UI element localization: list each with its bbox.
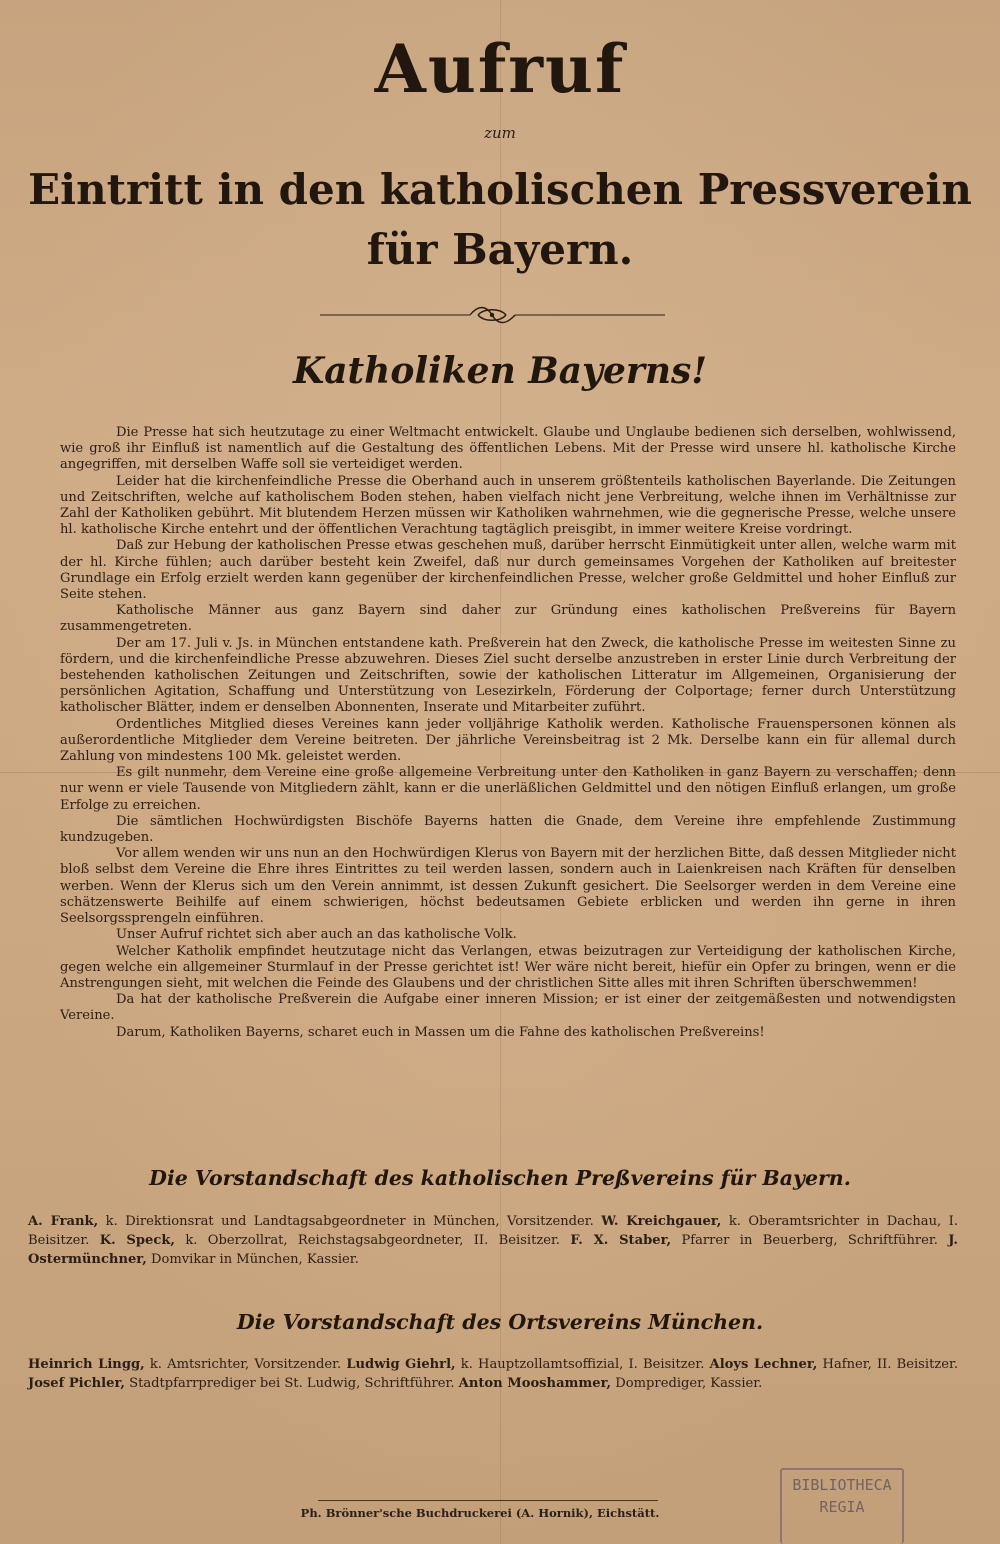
- paragraph: Der am 17. Juli v. Js. in München entstandene kath. Preßverein hat den Zweck, die katholische Presse im weitesten Sinne zu fördern, und die kirchenfeindliche Presse abzuwehren. Dieses Ziel sucht derselbe anzustreben in erster Linie durch Verbreitung der bestehenden katholischen Zeitungen und Zeitschriften, sowie der katholischen Litteratur im Allgemeinen, Organisierung der persönlichen Agitation, Schaffung und Unterstützung von Lesezirkeln, Förderung der Colportage; ferner durch Unterstützung katholischer Blätter, indem er denselben Abonnenten, Inserate und Mitarbeiter zuführt.: [60, 635, 956, 716]
- paragraph: Welcher Katholik empfindet heutzutage nicht das Verlangen, etwas beizutragen zur Verteidigung der katholischen Kirche, gegen welche ein allgemeiner Sturmlauf in der Presse gerichtet ist! Wer wäre nicht bereit, hiefür ein Opfer zu bringen, wenn er die Anstrengungen sieht, mit welchen die Feinde des Glaubens und der christlichen Sitte alles mit ihren Schriften überschwemmen!: [60, 943, 956, 991]
- paragraph: Vor allem wenden wir uns nun an den Hochwürdigen Klerus von Bayern mit der herzlichen Bitte, daß dessen Mitglieder nicht bloß selbst dem Vereine die Ehre ihres Eintrittes zu teil werden lassen, sondern auch in Laienkreisen nach Kräften für denselben werben. Wenn der Klerus sich um den Verein annimmt, ist dessen Zukunft gesichert. Die Seelsorger werden in dem Vereine eine schätzenswerte Beihilfe auf einem schwierigen, höchst bedeutsamen Gebiete erblicken und werden ihn gerne in ihren Seelsorgssprengeln einführen.: [60, 846, 956, 927]
- printer-imprint: Ph. Brönner'sche Buchdruckerei (A. Hornik), Eichstätt.: [300, 1506, 660, 1520]
- member-role: Hafner, II. Beisitzer.: [817, 1357, 958, 1372]
- member-name: W. Kreichgauer,: [601, 1214, 722, 1229]
- stamp-text: REGIA: [819, 1498, 865, 1516]
- member-role: k. Amtsrichter, Vorsitzender.: [144, 1357, 347, 1372]
- member-name: Heinrich Lingg,: [28, 1357, 145, 1372]
- member-name: F. X. Staber,: [570, 1232, 672, 1248]
- stamp-text: BIBLIOTHECA: [792, 1476, 892, 1494]
- subtitle-line: für Bayern.: [366, 225, 634, 274]
- paragraph: Die Presse hat sich heutzutage zu einer Weltmacht entwickelt. Glaube und Unglaube bedienen sich derselben, wohlwissend, wie groß ihr Einfluß ist namentlich auf die Gestaltung des öffentlichen Lebens. Mit der Presse wird unsere hl. katholische Kirche angegriffen, mit derselben Waffe soll sie verteidiget werden.: [60, 425, 956, 473]
- poster-subtitle: [0, 160, 1000, 280]
- paragraph: Ordentliches Mitglied dieses Vereines kann jeder volljährige Katholik werden. Katholische Frauenspersonen können als außerordentliche Mitglieder dem Vereine beitreten. Der jährliche Vereinsbeitrag ist 2 Mk. Derselbe kann ein für allemal durch Zahlung von mindestens 100 Mk. geleistet werden.: [60, 716, 956, 765]
- board-members: [28, 1213, 958, 1269]
- paragraph: Daß zur Hebung der katholischen Presse etwas geschehen muß, darüber herrscht Einmütigkeit unter allen, welche warm mit der hl. Kirche fühlen; auch darüber besteht kein Zweifel, daß nur durch gemeinsames Vorgehen der Katholiken auf breitester Grundlage ein Erfolg erzielt werden kann gegenüber der kirchenfeindlichen Presse, welcher große Geldmittel und hoher Einfluß zur Seite stehen.: [60, 538, 956, 603]
- member-name: J. Ostermünchner,: [28, 1232, 958, 1267]
- member-role: k. Oberamtsrichter in Dachau, I. Beisitzer.: [28, 1214, 958, 1248]
- local-board-members: [28, 1356, 958, 1394]
- member-name: A. Frank,: [28, 1214, 99, 1229]
- appeal-text: [60, 425, 956, 1041]
- library-stamp: [780, 1468, 904, 1544]
- subtitle-line: Eintritt in den katholischen Pressverein: [28, 165, 972, 214]
- paragraph: Es gilt nunmehr, dem Vereine eine große allgemeine Verbreitung unter den Katholiken in ganz Bayern zu verschaffen; denn nur wenn er viele Tausende von Mitgliedern zählt, kann er die unerläßlichen Geldmittel und den nötigen Einfluß erlangen, um große Erfolge zu erreichen.: [60, 765, 956, 813]
- member-role: k. Direktionsrat und Landtagsabgeordneter in München, Vorsitzender.: [98, 1214, 602, 1229]
- member-role: k. Hauptzollamtsoffizial, I. Beisitzer.: [455, 1357, 710, 1372]
- section-heading: Katholiken Bayerns!: [292, 350, 708, 392]
- paragraph: Die sämtlichen Hochwürdigsten Bischöfe Bayerns hatten die Gnade, dem Vereine ihre empfehlende Zustimmung kundzugeben.: [60, 813, 956, 846]
- member-name: Aloys Lechner,: [709, 1357, 818, 1372]
- paragraph: Katholische Männer aus ganz Bayern sind daher zur Gründung eines katholischen Preßvereins für Bayern zusammengetreten.: [60, 603, 956, 635]
- paragraph: Unser Aufruf richtet sich aber auch an das katholische Volk.: [116, 927, 517, 943]
- member-name: Ludwig Giehrl,: [346, 1357, 456, 1372]
- board-heading: Die Vorstandschaft des katholischen Preßvereins für Bayern.: [149, 1166, 851, 1190]
- member-role: Pfarrer in Beuerberg, Schriftführer.: [671, 1232, 949, 1248]
- ornament-divider: [320, 300, 665, 330]
- paragraph: Da hat der katholische Preßverein die Aufgabe einer inneren Mission; er ist einer der zeitgemäßesten und notwendigsten Vereine.: [60, 992, 956, 1024]
- member-role: Domprediger, Kassier.: [611, 1375, 763, 1391]
- paragraph: Darum, Katholiken Bayerns, scharet euch in Massen um die Fahne des katholischen Preßvereins!: [116, 1024, 765, 1040]
- printer-rule: [318, 1500, 658, 1501]
- member-role: k. Oberzollrat, Reichstagsabgeordneter, II. Beisitzer.: [174, 1232, 571, 1248]
- member-name: Josef Pichler,: [28, 1375, 125, 1391]
- paragraph: Leider hat die kirchenfeindliche Presse die Oberhand auch in unserem größtenteils katholischen Bayerlande. Die Zeitungen und Zeitschriften, welche auf katholischem Boden stehen, haben vielfach nicht jene Verbreitung, welche ihnen im Verhältnisse zur Zahl der Katholiken gebührt. Mit blutendem Herzen müssen wir Katholiken wahrnehmen, wie die gegnerische Presse, welche unsere hl. katholische Kirche entehrt und der öffentlichen Verachtung tagtäglich preisgibt, in immer weitere Kreise vordringt.: [60, 473, 956, 538]
- local-board-heading: Die Vorstandschaft des Ortsvereins München.: [236, 1310, 764, 1334]
- member-role: Stadtpfarrprediger bei St. Ludwig, Schriftführer.: [124, 1375, 459, 1391]
- title-connector: zum: [484, 124, 516, 142]
- member-name: Anton Mooshammer,: [458, 1375, 612, 1391]
- poster-title: Aufruf: [374, 30, 626, 108]
- member-role: Domvikar in München, Kassier.: [146, 1251, 359, 1267]
- member-name: K. Speck,: [99, 1232, 175, 1248]
